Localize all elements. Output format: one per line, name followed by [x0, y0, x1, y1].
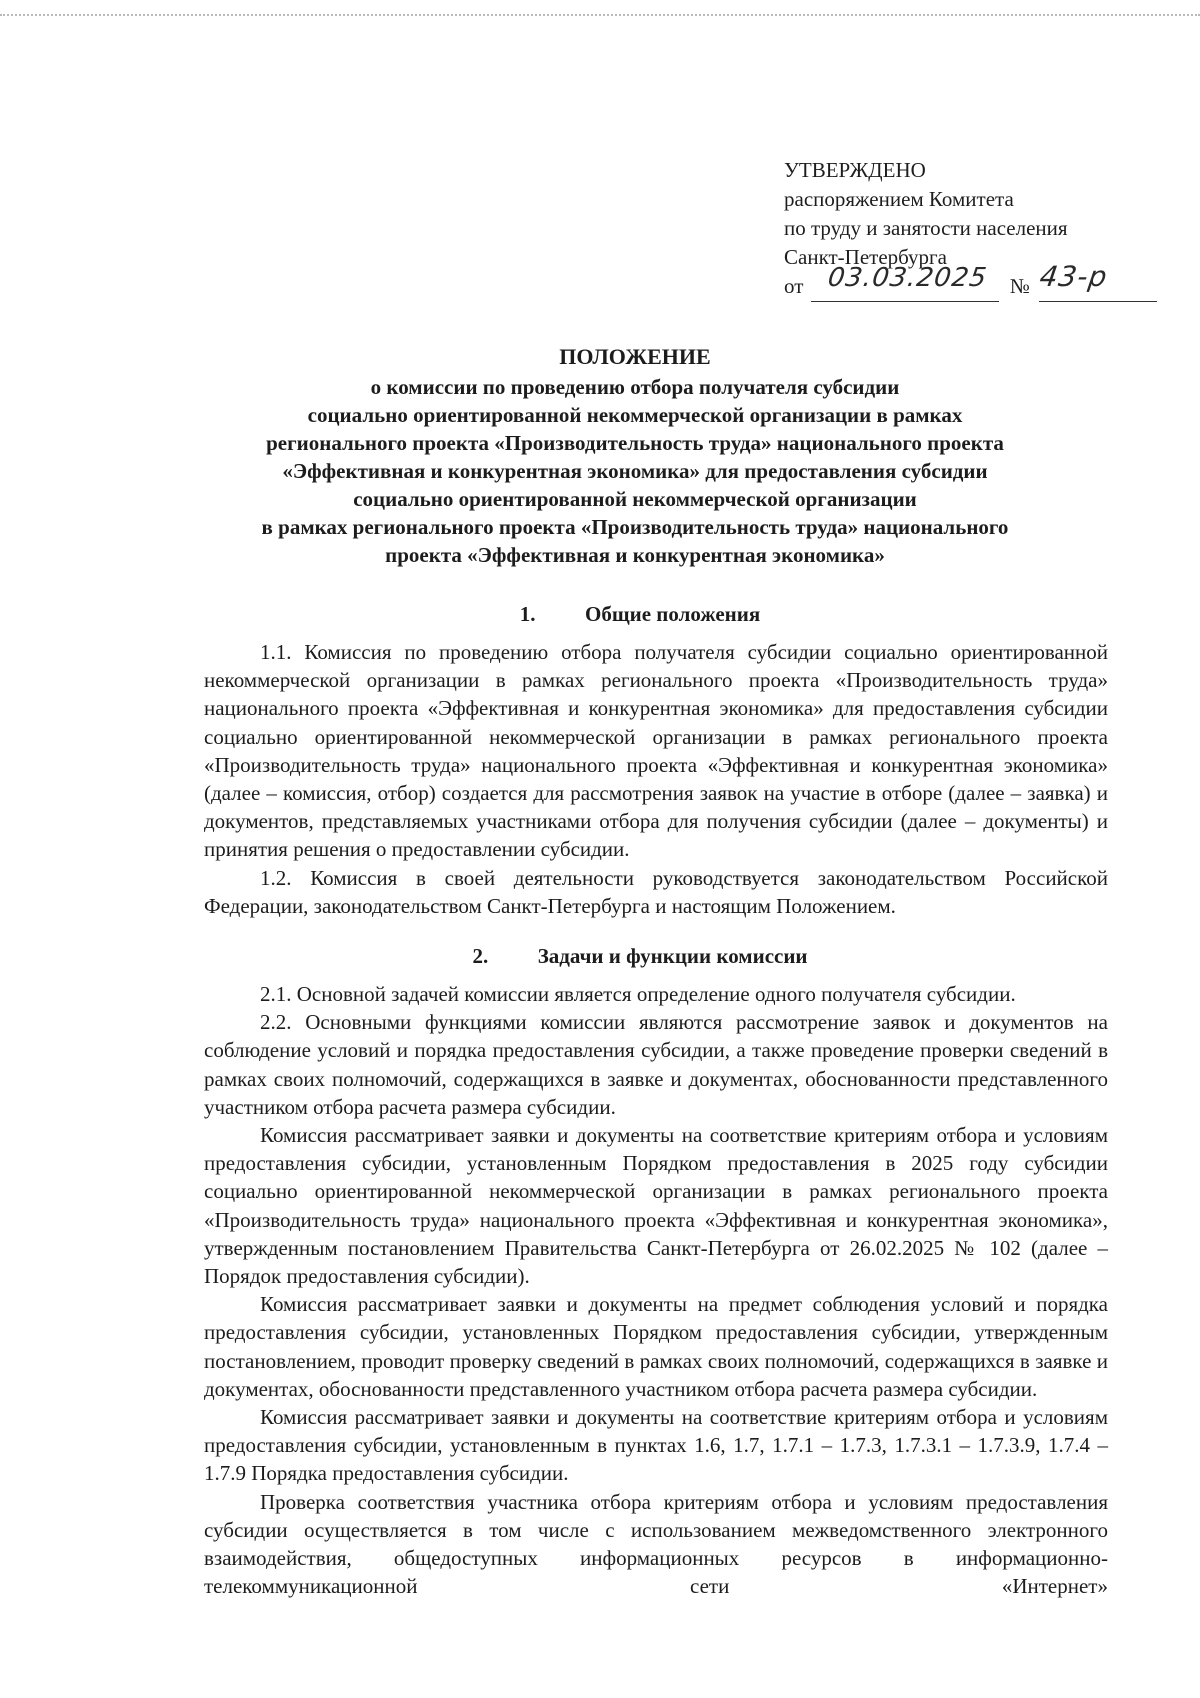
title-line: социально ориентированной некоммерческой организации [353, 487, 917, 511]
approval-date-number-line [784, 260, 1164, 302]
title-line: в рамках регионального проекта «Производительность труда» национального [261, 515, 1009, 539]
approval-issuer-line: распоряжением Комитета [784, 187, 1014, 211]
section-1-body [204, 638, 1108, 920]
section-title: Общие положения [585, 602, 761, 626]
approval-heading: УТВЕРЖДЕНО [784, 158, 926, 182]
section-number: 1. [519, 602, 536, 626]
paragraph: 1.2. Комиссия в своей деятельности руководствуется законодательством Российской Федерации, законодательством Санкт-Петербурга и настоящим Положением. [204, 865, 1108, 918]
paragraph: 2.2. Основными функциями комиссии являются рассмотрение заявок и документов на соблюдение условий и порядка предоставления субсидии, а также проведение проверки сведений в рамках своих полномочий, содержащихся в заявке и документах, обоснованности представленного участником отбора расчета размера субсидии. [204, 1010, 1108, 1119]
approval-city-line: Санкт-Петербурга [784, 245, 947, 269]
section-2-body [204, 980, 1108, 1600]
section-number: 2. [472, 944, 489, 968]
approval-committee-line: по труду и занятости населения [784, 216, 1068, 240]
document-title: ПОЛОЖЕНИЕ [559, 344, 711, 369]
document-title-block [180, 343, 1090, 569]
title-line: социально ориентированной некоммерческой организации в рамках [307, 403, 963, 427]
number-sign: № [1009, 274, 1030, 298]
scan-artifact-line [0, 14, 1200, 16]
title-line: «Эффективная и конкурентная экономика» для предоставления субсидии [282, 459, 988, 483]
section-2-heading [200, 942, 1080, 970]
paragraph: 2.1. Основной задачей комиссии является определение одного получателя субсидии. [260, 982, 1016, 1006]
paragraph: Комиссия рассматривает заявки и документы на соответствие критериям отбора и условиям предоставления субсидии, установленным Порядком предоставления в 2025 году субсидии социально ориентированной некоммерческой организации в рамках регионального проекта «Производительность труда» национального проекта «Эффективная и конкурентная экономика», утвержденным постановлением Правительства Санкт-Петербурга от 26.02.2025 № 102 (далее – Порядок предоставления субсидии). [204, 1123, 1108, 1289]
paragraph: 1.1. Комиссия по проведению отбора получателя субсидии социально ориентированной некоммерческой организации в рамках регионального проекта «Производительность труда» национального проекта «Эффективная и конкурентная экономика» для предоставления субсидии социально ориентированной некоммерческой организации в рамках регионального проекта «Производительность труда» национального проекта «Эффективная и конкурентная экономика» (далее – комиссия, отбор) создается для рассмотрения заявок на участие в отборе (далее – заявка) и документов, представляемых участниками отбора для получения субсидии (далее – документы) и принятия решения о предоставлении субсидии. [204, 640, 1108, 862]
paragraph: Комиссия рассматривает заявки и документы на предмет соблюдения условий и порядка предоставления субсидии, установленных Порядком предоставления субсидии, утвержденным постановлением, проводит проверку сведений в рамках своих полномочий, содержащихся в заявке и документах, обоснованности представленного участником отбора расчета размера субсидии. [204, 1292, 1108, 1401]
title-line: регионального проекта «Производительность труда» национального проекта [266, 431, 1004, 455]
date-prefix: от [784, 274, 804, 298]
paragraph: Комиссия рассматривает заявки и документы на соответствие критериям отбора и условиям предоставления субсидии, установленным в пунктах 1.6, 1.7, 1.7.1 – 1.7.3, 1.7.3.1 – 1.7.3.9, 1.7.4 – 1.7.9 Порядка предоставления субсидии. [204, 1405, 1108, 1486]
handwritten-number: 43-р [1037, 260, 1110, 293]
approval-stamp-block [784, 156, 1164, 302]
section-1-heading [200, 600, 1080, 628]
title-line: проекта «Эффективная и конкурентная экономика» [385, 543, 885, 567]
paragraph: Проверка соответствия участника отбора критериям отбора и условиям предоставления субсидии осуществляется в том числе с использованием межведомственного электронного взаимодействия, общедоступных информационных ресурсов в информационно-телекоммуникационной сети «Интернет» [204, 1489, 1108, 1599]
handwritten-date: 03.03.2025 [825, 263, 990, 293]
section-title: Задачи и функции комиссии [537, 944, 808, 968]
title-line: о комиссии по проведению отбора получателя субсидии [370, 375, 900, 399]
